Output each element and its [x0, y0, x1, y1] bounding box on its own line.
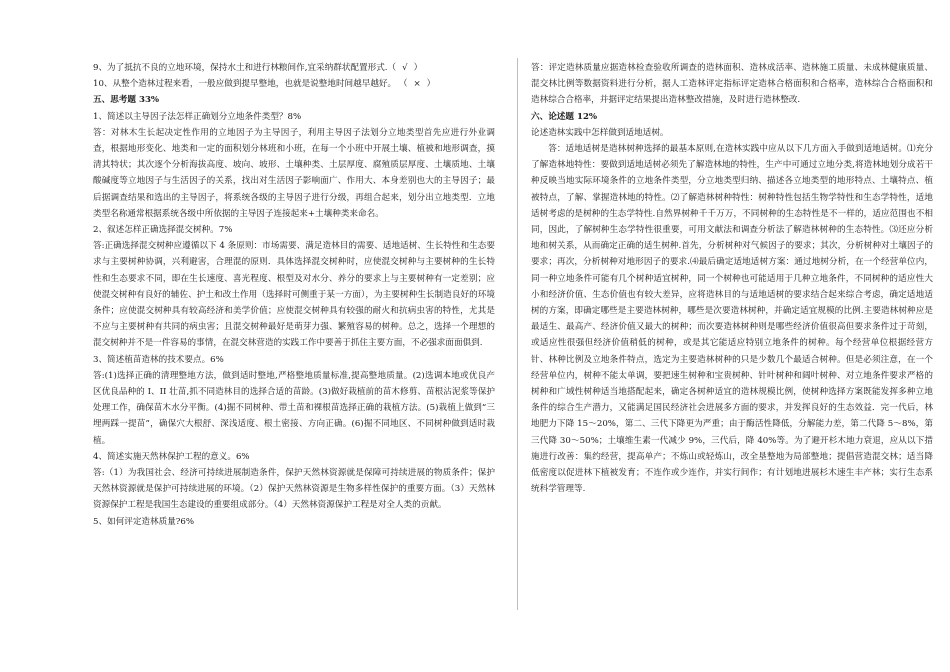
essay-answer: 答：适地适树是造林树种选择的最基本原则,在造林实践中应从以下几方面入手做到适地适树。⑴充分了解造林地特性：要做到适地适树必须先了解造林地的特性，生产中可通过立地分类,将造林地划分成若干种反映当地实际环境条件的立地条件类型，分立地类型归纳、描述各立地类型的地形特点、土壤特点、植被特点，了解、掌握造林地的特性。⑵了解造林树种特性：树种特性包括生物学特性和生态学特性，适地适树考虑的是树种的生态学特性.自然界树种千千万万，不同树种的生态特性是不一样的，适应范围也不相同，因此，了解树种生态学特性很重要，可用文献法和调查分析法了解造林树种的生态特性。⑶还应分析地和树关系，从而确定正确的适生树种.首先，分析树种对气候因子的要求；其次，分析树种对土壤因子的要求；再次，分析树种对地形因子的要求.⑷最后确定适地适树方案：通过地树分析，在一个经营单位内，同一种立地条件可能有几个树种适宜树种，同一个树种也可能适用于几种立地条件，不同树种的适应性大小和经济价值、生态价值也有较大差异，应将造林目的与适地适树的要求结合起来综合考虑，确定适地适树的方案，即确定哪些是主要造林树种，哪些是次要造林树种，并确定适宜规模的比例.主要造林树种应是最适生、最高产、经济价值又最大的树种；而次要造林树种则是哪些经济价值很高但要求条件过于苛刻，或适应性很强但经济价值稍低的树种，或是其它能适应特别立地条件的树种。每个经营单位根据经营方针、林种比例及立地条件特点，选定为主要造林树种的只是少数几个最适合树种。但是必须注意，在一个经营单位内，树种不能太单调，要把速生树种和宝贵树种、针叶树种和阔叶树种、对立地条件要求严格的树种和广域性树种适当地搭配起来，确定各树种适宜的造林规模比例，使树种选择方案既能发挥多种立地条件的综合生产潜力，又能满足国民经济社会进展多方面的要求，并发挥良好的生态效益．完一代后，林地肥力下降 15～20%，第二、三代下降更为严重；由于酶活性降低，分解能力差，第二代降 5～8%，第三代降 30～50%；土壤维生素一代减少 9%，三代后，降 40%等。为了避开杉木地力衰退，应从以下措施进行改善：集约经营，提高单产；不炼山或轻炼山，改全垦整地为局部整地；提倡营造混交林；适当降低密度以促进林下植被发育；不连作或少连作，并实行间作；有计划地进展杉木速生丰产林；实行生态系统科学管理等. — [531, 144, 933, 495]
left-column — [93, 60, 495, 530]
judge-item-close: ） — [426, 79, 436, 90]
question-title: 4、简述实施天然林保护工程的意义。6% — [93, 451, 250, 462]
question-title: 1、简述以主导因子法怎样正确划分立地条件类型？8% — [93, 111, 302, 122]
answer-text: 答：对林木生长起决定性作用的立地因子为主导因子，利用主导因子法划分立地类型首先应进行外业调查，根据地形变化、地类和一定的面积划分林班和小班，在每一个小班中开展土壤、植被和地形调查，摸清其特状；其次逐个分析海拔高度、坡向、坡形、土壤种类、土层厚度、腐殖质层厚度、土壤质地、土壤酸碱度等立地因子与生活因子的关系，找出对生活因子影响面广、作用大、本身差别也大的主导因子；最后据调查结果和选出的主导因子，将系统各级的主导因子进行分级，再组合起来，划分出立地类型．立地类型名称通常根据系统各级中所依据的主导因子连接起来+土壤种类来命名。 — [93, 127, 495, 219]
answer-text: 答:正确选择混交树种应遵循以下 4 条原则：市场需要、满足造林目的需要、适地适树、生长特性和生态要求与主要树种协调，兴利避害，合理混的原则．具体选择混交树种时，应使混交树种与主要树种的生长特性和生态要求不同，即在生长速度、喜光程度、根型及对水分、养分的要求上与主要树种有一定差别；应使混交树种有良好的辅佐、护土和改土作用（选择时可侧重于某一方面），为主要树种生长制造良好的环境条件；应使混交树种具有较高经济和美学价值；应使混交树种具有较强的耐火和抗病虫害的特性，尤其是不应与主要树种有共同的病虫害；且混交树种最好是萌芽力强、繁殖容易的树种。总之，选择一个理想的混交树种并不是一件容易的事情，在混交林营造的实践工作中要善于抓住主要方面，不必强求面面俱到. — [93, 241, 495, 349]
answer-text: 答:(1)选择正确的清理整地方法，做到适时整地,严格整地质量标准,提高整地质量。(2)选调本地或优良产区优良品种的 I、II 壮苗,抓不同造林目的选择合适的苗龄。(3)做好栽植前的苗木修剪、苗根沾泥浆等保护处理工作，确保苗木水分平衡。(4)掘不同树种、带土苗和裸根苗选择正确的栽植方法。(5)栽植上做到“三埋两踩一提苗”，确保穴大根舒、深浅适度、根土密接、方向正确。(6)掘不同地区、不同树种做到适时栽植。 — [93, 370, 495, 446]
right-column — [531, 60, 933, 497]
question-title: 5、如何评定造林质量?6% — [93, 516, 195, 527]
judge-item-text: 9、为了抵抗不良的立地环境，保持水土和进行林粮间作,宜采纳群状配置形式.（ — [93, 63, 397, 73]
judge-item-close: ） — [413, 63, 423, 73]
column-divider — [517, 58, 518, 610]
section-heading: 五、思考题 33% — [93, 95, 160, 106]
judge-item-mark: × — [413, 79, 421, 90]
judge-item — [93, 60, 495, 76]
answer-text: 答：评定造林质量应据造林检查验收所调查的造林面积、造林成活率、造林施工质量、未成林健康质量、混交林比例等数据资料进行分析，据人工造林评定指标评定造林合格面积和合格率，造林综合合格面积和造林综合合格率，并据评定结果提出造林整改措施，及时进行造林整改. — [531, 63, 933, 106]
judge-item — [93, 76, 495, 92]
section-heading: 六、论述题 12% — [531, 111, 598, 122]
question-title: 论述造林实践中怎样做到适地适树。 — [531, 127, 669, 138]
judge-item-text: 10、从整个造林过程来看，一般应做到提早整地，也就是说整地时间越早越好。 （ — [93, 79, 408, 90]
question-title: 3、简述植苗造林的技术要点。6% — [93, 354, 224, 365]
judge-item-mark: √ — [402, 63, 408, 73]
question-title: 2、叙述怎样正确选择混交树种。7% — [93, 225, 233, 236]
answer-text: 答:（1）为我国社会、经济可持续进展制造条件，保护天然林资源就是保障可持续进展的物质条件；保护天然林资源就是保护可持续进展的环境。（2）保护天然林资源是生物多样性保护的重要方面。（3）天然林资源保护工程是我国生态建设的重要组成部分。（4）天然林资源保护工程是对全人类的贡献。 — [93, 468, 495, 511]
